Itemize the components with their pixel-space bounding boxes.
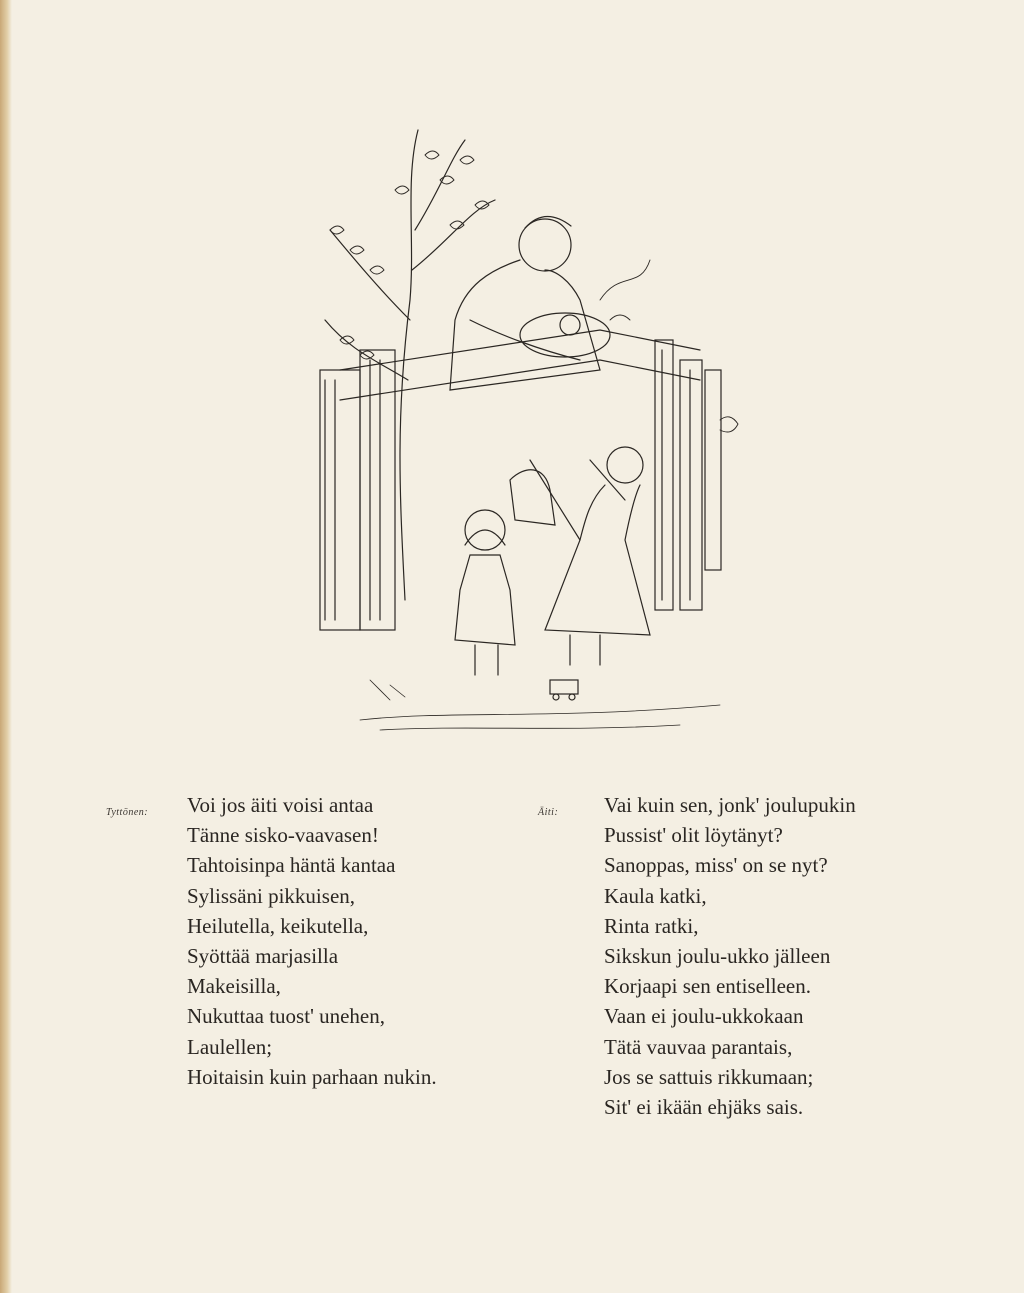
poem-line: Voi jos äiti voisi antaa — [187, 793, 374, 817]
poem-line: Kaula katki, — [604, 883, 707, 908]
illustration-mother-children-at-fence — [300, 120, 760, 740]
poem-stanza-left — [187, 790, 437, 1092]
poem-line: Syöttää marjasilla — [187, 944, 339, 969]
poem-line: Sanoppas, miss' on se nyt? — [604, 853, 828, 878]
poem-line: Makeisilla, — [187, 974, 281, 999]
poem-line: Rinta ratki, — [604, 913, 699, 938]
poem-line: Sylissäni pikkuisen, — [187, 883, 356, 908]
poem-line: Tätä vauvaa parantais, — [604, 1034, 793, 1059]
poem-line: Heilutella, keikutella, — [187, 913, 369, 938]
poem-line: Vai kuin sen, jonk' joulupukin — [604, 793, 856, 817]
poem-line: Sikskun joulu-ukko jälleen — [604, 944, 831, 969]
poem-line: Sit' ei ikään ehjäks sais. — [604, 1095, 804, 1120]
poem-line: Korjaapi sen entiselleen. — [604, 974, 812, 999]
poem-line: Vaan ei joulu-ukkokaan — [604, 1004, 804, 1029]
poem-stanza-right — [604, 790, 856, 1122]
poem-line: Pussist' olit löytänyt? — [604, 823, 783, 848]
speaker-label-mother: Äiti: — [538, 807, 559, 818]
poem-line: Jos se sattuis rikkumaan; — [604, 1064, 814, 1089]
page-edge — [0, 0, 12, 1293]
poem-line: Tänne sisko-vaavasen! — [187, 823, 379, 848]
poem-line: Nukuttaa tuost' unehen, — [187, 1004, 385, 1029]
poem-line: Tahtoisinpa häntä kantaa — [187, 853, 396, 878]
speaker-label-girl: Tyttönen: — [106, 807, 149, 818]
poem-line: Hoitaisin kuin parhaan nukin. — [187, 1064, 437, 1089]
poem-line: Laulellen; — [187, 1034, 273, 1059]
